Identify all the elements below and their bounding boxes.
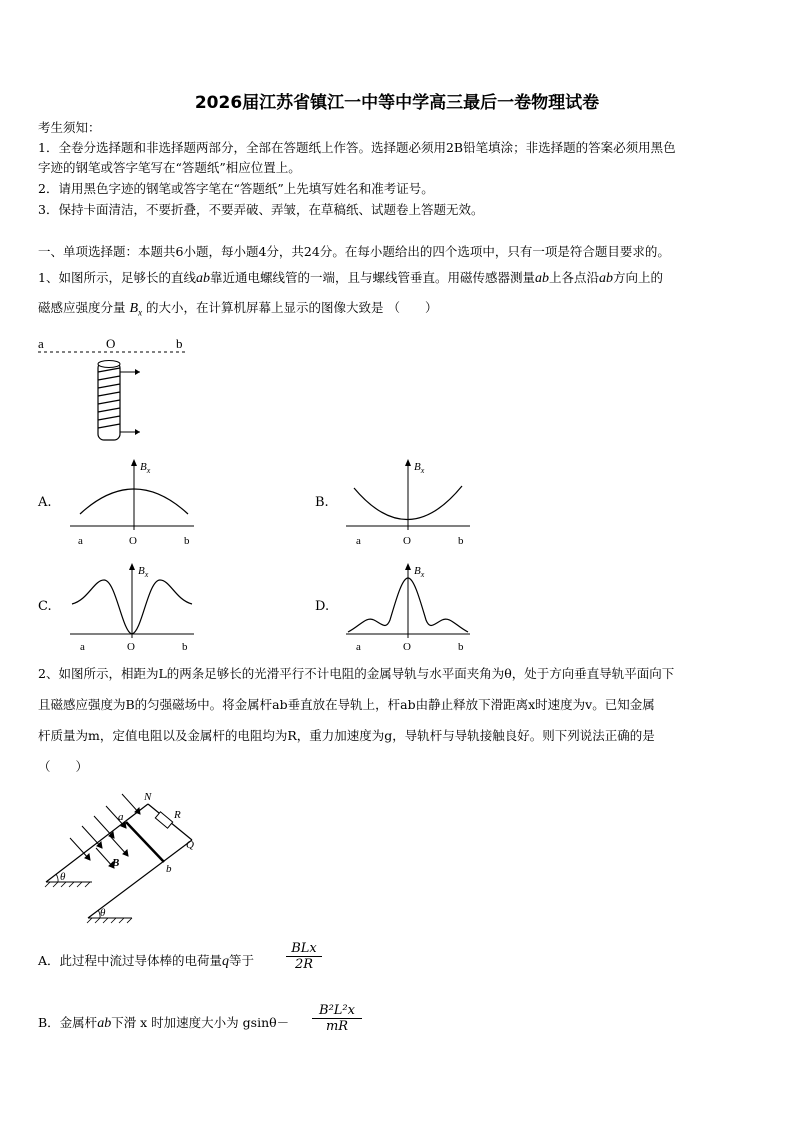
option-d-ylabel: $B_x$: [414, 565, 425, 579]
fig-label-o: O: [106, 336, 116, 351]
svg-text:O: O: [403, 641, 411, 652]
option-a-graph[interactable]: [68, 456, 198, 548]
svg-text:a: a: [356, 641, 361, 652]
notice-item-1-cont: 字迹的钢笔或答字笔写在“答题纸”相应位置上。: [38, 160, 301, 175]
resistor: [155, 812, 172, 828]
q2-line-1: 2、如图所示，相距为L的两条足够长的光滑平行不计电阻的金属导轨与水平面夹角为θ，处于方向垂直导轨平面向下: [38, 666, 675, 681]
svg-text:Q: Q: [186, 839, 194, 851]
q1-solenoid-figure: [36, 334, 196, 446]
svg-text:N: N: [144, 791, 152, 803]
option-b-ylabel: $B_x$: [414, 461, 425, 475]
fig-label-b: b: [176, 336, 183, 351]
option-a-ylabel: $B_x$: [140, 461, 151, 475]
svg-text:b: b: [166, 863, 172, 875]
svg-text:a: a: [78, 535, 83, 547]
section-heading: 一、单项选择题：本题共6小题，每小题4分，共24分。在每小题给出的四个选项中，只有一项是符合题目要求的。: [38, 244, 670, 259]
field-arrows: [70, 794, 140, 868]
svg-text:b: b: [184, 535, 190, 547]
option-c-letter[interactable]: C.: [38, 599, 52, 614]
svg-text:O: O: [403, 535, 411, 547]
notice-heading: 考生须知：: [38, 120, 101, 135]
svg-text:b: b: [458, 641, 464, 652]
option-b-letter[interactable]: B.: [315, 495, 329, 510]
fig-label-a: a: [38, 336, 44, 351]
notice-item-1: 1．全卷分选择题和非选择题两部分，全部在答题纸上作答。选择题必须用2B铅笔填涂；非选择题的答案必须用黑色: [38, 140, 676, 155]
q2-option-b-fraction: B²L²x mR: [312, 1003, 362, 1034]
svg-text:O: O: [127, 641, 135, 652]
rod-ab: [126, 822, 164, 862]
q2-option-b[interactable]: B．金属杆ab下滑 x 时加速度大小为 gsinθ－: [38, 1015, 290, 1031]
svg-text:O: O: [129, 535, 137, 547]
q2-rail-figure: [40, 786, 210, 926]
page-title: 2026届江苏省镇江一中等中学高三最后一卷物理试卷: [194, 93, 600, 113]
svg-text:θ: θ: [60, 871, 66, 883]
notice-item-3: 3．保持卡面清洁，不要折叠，不要弄破、弄皱，在草稿纸、试题卷上答题无效。: [38, 202, 484, 217]
q2-line-3: 杆质量为m，定值电阻以及金属杆的电阻均为R，重力加速度为g，导轨杆与导轨接触良好。则下列说法正确的是: [38, 728, 655, 743]
q2-line-4: （ ）: [38, 759, 89, 774]
option-a-letter[interactable]: A.: [38, 495, 52, 510]
svg-text:θ: θ: [100, 907, 106, 919]
option-b-graph[interactable]: [344, 456, 474, 548]
svg-text:a: a: [118, 811, 124, 823]
q2-option-a-fraction: BLx 2R: [286, 941, 322, 972]
q1-line-1: 1、如图所示，足够长的直线ab靠近通电螺线管的一端，且与螺线管垂直。用磁传感器测量ab上各点沿ab方向上的: [38, 270, 664, 286]
option-c-graph[interactable]: [68, 560, 198, 652]
svg-text:a: a: [356, 535, 361, 547]
q2-line-2: 且磁感应强度为B的匀强磁场中。将金属杆ab垂直放在导轨上，杆ab由静止释放下滑距离x时速度为v。已知金属: [38, 697, 655, 712]
svg-text:a: a: [80, 641, 85, 652]
notice-item-2: 2．请用黑色字迹的钢笔或答字笔在“答题纸”上先填写姓名和准考证号。: [38, 181, 434, 196]
option-d-graph[interactable]: [344, 560, 474, 652]
solenoid: [98, 361, 140, 441]
q1-line-2: 磁感应强度分量 $B_x$ 的大小，在计算机屏幕上显示的图像大致是 （ ）: [38, 300, 438, 318]
option-d-letter[interactable]: D.: [315, 599, 330, 614]
svg-text:b: b: [458, 535, 464, 547]
option-c-ylabel: $B_x$: [138, 565, 149, 579]
q2-option-a[interactable]: A．此过程中流过导体棒的电荷量q等于: [38, 953, 255, 969]
svg-text:b: b: [182, 641, 188, 652]
svg-text:B: B: [112, 857, 120, 869]
svg-text:R: R: [174, 809, 181, 821]
